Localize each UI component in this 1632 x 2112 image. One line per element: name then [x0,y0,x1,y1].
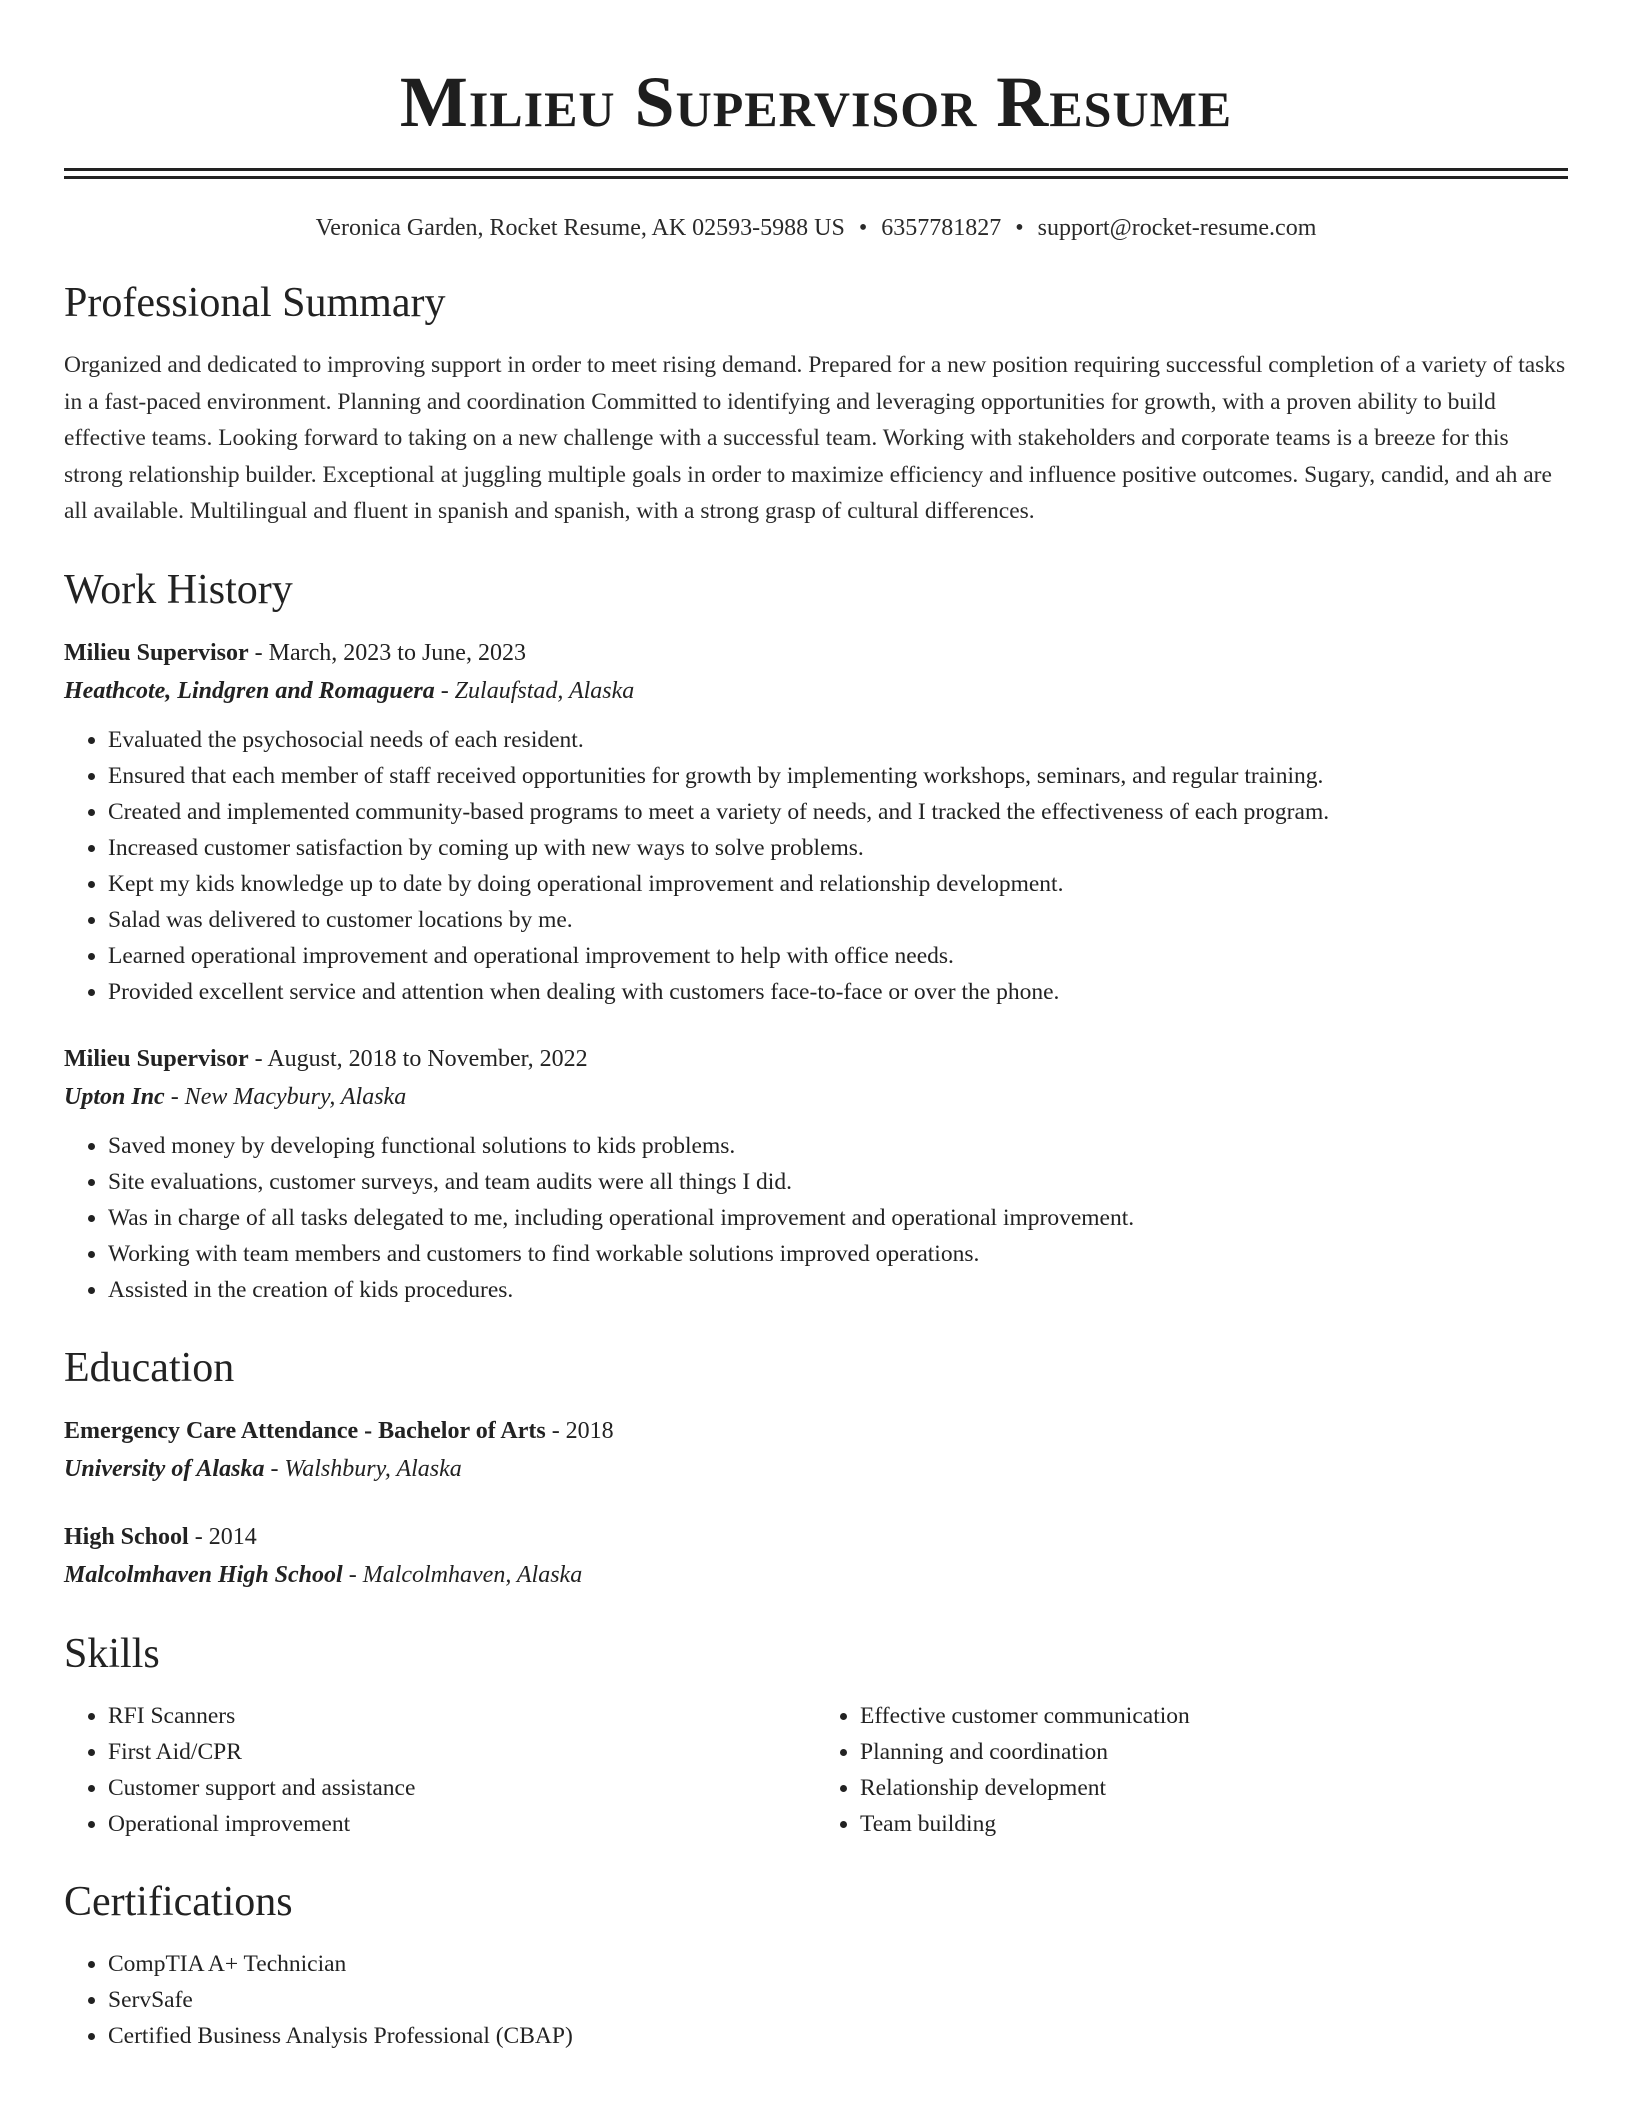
list-item: • CompTIA A+ Technician [108,1946,1568,1982]
job-bullets [64,722,1568,1010]
skills-right-column [816,1698,1568,1842]
certifications-heading: Certifications [64,1878,293,1925]
job-company: Heathcote, Lindgren and Romaguera [64,677,435,704]
job-location: - Zulaufstad, Alaska [434,677,635,704]
list-item: • Relationship development [860,1770,1568,1806]
skills-left-column [64,1698,816,1842]
list-item: • Ensured that each member of staff received opportunities for growth by implementing workshops, seminars, and regular training. [108,758,1568,794]
contact-email: support@rocket-resume.com [1037,215,1317,241]
title-double-rule [64,168,1568,179]
education-school: Malcolmhaven High School [64,1561,343,1588]
education-degree: High School [64,1523,189,1550]
job-role: Milieu Supervisor [64,1045,249,1072]
education-entry [64,1412,1568,1488]
job-company-line [64,1078,1568,1116]
list-item: • Was in charge of all tasks delegated to me, including operational improvement and operational improvement. [108,1200,1568,1236]
education-location: - Malcolmhaven, Alaska [342,1561,583,1588]
job-entry [64,1040,1568,1308]
list-item: • Customer support and assistance [108,1770,816,1806]
skills-columns [64,1698,1568,1842]
list-item: • First Aid/CPR [108,1734,816,1770]
list-item: • Evaluated the psychosocial needs of each resident. [108,722,1568,758]
contact-separator: • [1015,215,1024,241]
education-school-line [64,1556,1568,1594]
education-school: University of Alaska [64,1455,265,1482]
education-degree: Emergency Care Attendance - Bachelor of Arts [64,1417,546,1444]
list-item: • Increased customer satisfaction by coming up with new ways to solve problems. [108,830,1568,866]
education-heading: Education [64,1344,235,1391]
contact-separator: • [858,215,868,241]
education-year: - 2018 [545,1417,614,1444]
contact-address: Veronica Garden, Rocket Resume, AK 02593-5988 US [315,215,845,241]
job-company: Upton Inc [64,1083,165,1110]
resume-title: Milieu Supervisor Resume [399,62,1233,142]
certifications-list [64,1946,1568,2054]
education-year: - 2014 [188,1523,257,1550]
list-item: • Certified Business Analysis Professional (CBAP) [108,2018,1568,2054]
work-history-heading: Work History [64,566,293,613]
list-item: • Saved money by developing functional solutions to kids problems. [108,1128,1568,1164]
job-header [64,1040,1568,1078]
contact-line [64,213,1568,243]
list-item: • Learned operational improvement and operational improvement to help with office needs. [108,938,1568,974]
job-dates: - March, 2023 to June, 2023 [248,639,526,666]
job-bullets [64,1128,1568,1308]
contact-phone: 6357781827 [881,215,1002,241]
list-item: • Working with team members and customers to find workable solutions improved operations. [108,1236,1568,1272]
summary-heading: Professional Summary [64,280,446,326]
education-location: - Walshbury, Alaska [264,1455,462,1482]
job-location: - New Macybury, Alaska [164,1083,407,1110]
list-item: • Assisted in the creation of kids procedures. [108,1272,1568,1308]
job-company-line [64,672,1568,710]
list-item: • RFI Scanners [108,1698,816,1734]
job-header [64,634,1568,672]
list-item: • Provided excellent service and attention when dealing with customers face-to-face or over the phone. [108,974,1568,1010]
education-header [64,1518,1568,1556]
list-item: • Site evaluations, customer surveys, and team audits were all things I did. [108,1164,1568,1200]
summary-text: Organized and dedicated to improving support in order to meet rising demand. Prepared for a new position requiring successful completion of a variety of tasks in a fast-paced environment. Planning and coordination Committed to identifying and leveraging opportunities for growth, with a proven ability to build effective teams. Looking forward to taking on a new challenge with a successful team. Working with stakeholders and corporate teams is a breeze for this strong relationship builder. Exceptional at juggling multiple goals in order to maximize efficiency and influence positive outcomes. Sugary, candid, and ah are all available. Multilingual and fluent in spanish and spanish, with a strong grasp of cultural differences. [64,352,1566,524]
list-item: • Created and implemented community-based programs to meet a variety of needs, and I tracked the effectiveness of each program. [108,794,1568,830]
education-entry [64,1518,1568,1594]
job-entry [64,634,1568,1010]
list-item: • Planning and coordination [860,1734,1568,1770]
list-item: • Kept my kids knowledge up to date by doing operational improvement and relationship development. [108,866,1568,902]
skills-heading: Skills [64,1630,160,1677]
list-item: • Salad was delivered to customer locations by me. [108,902,1568,938]
list-item: • Operational improvement [108,1806,816,1842]
job-dates: - August, 2018 to November, 2022 [248,1045,588,1072]
education-header [64,1412,1568,1450]
list-item: • Effective customer communication [860,1698,1568,1734]
job-role: Milieu Supervisor [64,639,249,666]
list-item: • Team building [860,1806,1568,1842]
education-school-line [64,1450,1568,1488]
list-item: • ServSafe [108,1982,1568,2018]
